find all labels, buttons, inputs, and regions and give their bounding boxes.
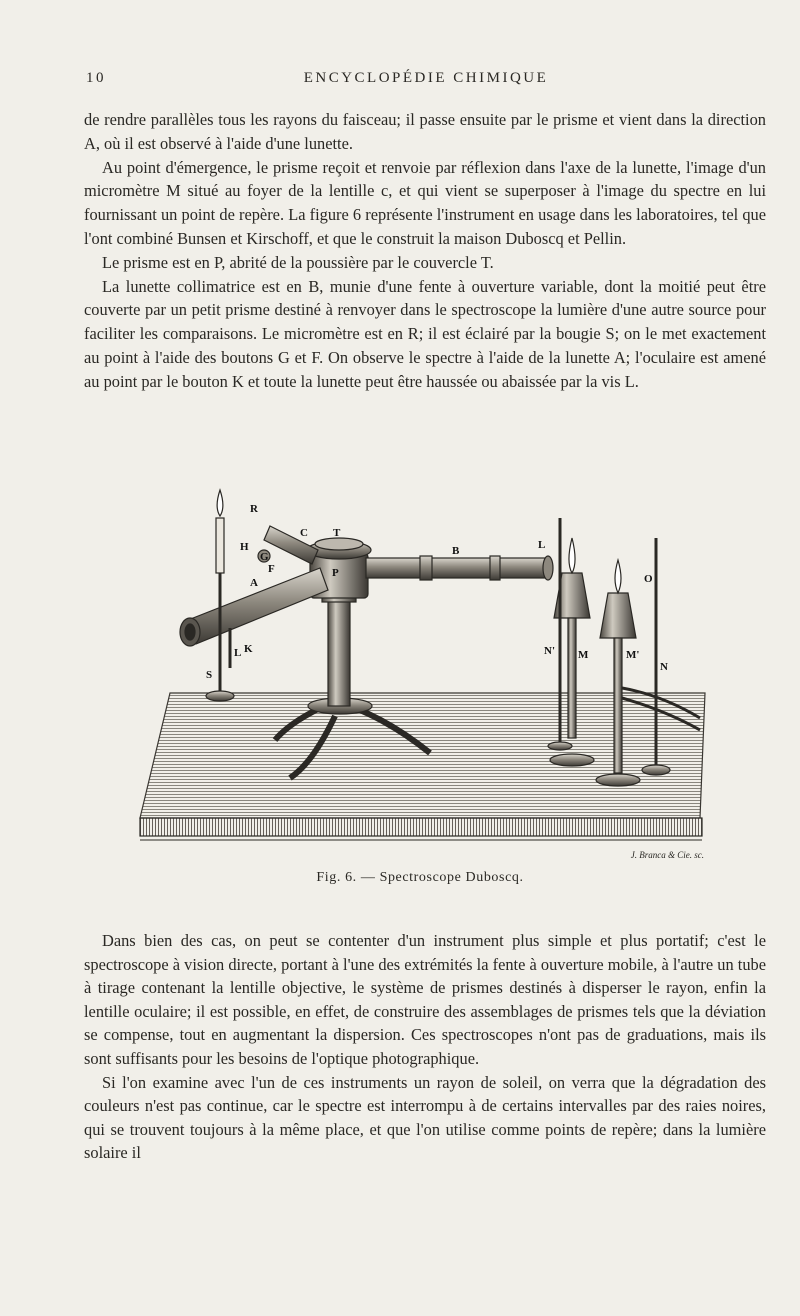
paragraph: La lunette collimatrice est en B, munie d'une fente à ouverture variable, dont la moitié peut être couverte par un petit prisme destiné à renvoyer dans le spectroscope la lumière d'une autre source pour faciliter les comparaisons. Le micromètre est en R; il est éclairé par la bougie S; on le met exactement au point à l'aide des boutons G et F. On observe le spectre à l'aide de la lunette A; l'oculaire est amené au point par le bouton K et toute la lunette peut être haussée ou abaissée par la vis L. xyxy=(84,276,766,391)
label-R: R xyxy=(250,503,258,515)
label-F: F xyxy=(268,563,275,575)
figure-caption: Fig. 6. — Spectroscope Duboscq. xyxy=(316,870,524,885)
label-S: S xyxy=(206,669,213,681)
label-C: C xyxy=(300,527,308,539)
label-B: B xyxy=(452,545,460,557)
engraver-signature: J. Branca & Cie. sc. xyxy=(630,850,704,860)
label-N-prime: N' xyxy=(544,645,555,657)
paragraph: Dans bien des cas, on peut se contenter d'un instrument plus simple et plus portatif; c'est le spectroscope à vision directe, portant à l'une des extrémités la fente à ouverture mobile, à l'autre un tube à tirage contenant la lentille objective, le système de prismes destinés à disperser le rayon, enfin la lentille oculaire; il est possible, en effet, de construire des assemblages de prismes tels que la déviation se compense, tout en augmentant la dispersion. Ces spectroscopes n'ont pas de graduations, mais ils sont suffisants pour les besoins de l'optique photographique. xyxy=(84,931,766,1068)
paragraph: Au point d'émergence, le prisme reçoit et renvoie par réflexion dans l'axe de la lunette, l'image d'un micromètre M situé au foyer de la lentille c, et qui vient se superposer à l'image du spectre en lui fournissant un point de repère. La figure 6 représente l'instrument en usage dans les laboratoires, tel que l'ont combiné Bunsen et Kirschoff, et que le construit la maison Duboscq et Pellin. xyxy=(84,157,766,248)
label-K: K xyxy=(244,643,253,655)
label-A: A xyxy=(250,577,258,589)
running-title: ENCYCLOPÉDIE CHIMIQUE xyxy=(303,70,549,86)
label-P: P xyxy=(332,567,339,579)
label-G: G xyxy=(260,551,269,563)
label-T: T xyxy=(333,527,341,539)
spectroscope-figure xyxy=(130,478,710,885)
collimator-tube xyxy=(366,556,553,580)
text-block-top xyxy=(84,108,766,394)
label-H: H xyxy=(240,541,249,553)
spectroscope-engraving xyxy=(130,478,710,868)
label-M-prime: M' xyxy=(626,649,640,661)
paragraph: Le prisme est en P, abrité de la poussière par le couvercle T. xyxy=(102,252,494,272)
label-O: O xyxy=(644,573,653,585)
paragraph: Si l'on examine avec l'un de ces instruments un rayon de soleil, on verra que la dégradation des couleurs n'est pas continue, car le spectre est interrompu à de certains intervalles par des raies noires, qui se trouvent toujours à la même place, et que l'on utilise comme points de repère; dans la lumière solaire il xyxy=(84,1072,766,1163)
label-L-low: L xyxy=(234,647,242,659)
page-header xyxy=(86,70,766,94)
page-number: 10 xyxy=(86,70,106,86)
text-block-bottom xyxy=(84,929,766,1165)
paragraph: de rendre parallèles tous les rayons du faisceau; il passe ensuite par le prisme et vient dans la direction A, où il est observé à l'aide d'une lunette. xyxy=(84,110,766,153)
label-N: N xyxy=(660,661,668,673)
label-L-top: L xyxy=(538,539,546,551)
label-M: M xyxy=(578,649,589,661)
